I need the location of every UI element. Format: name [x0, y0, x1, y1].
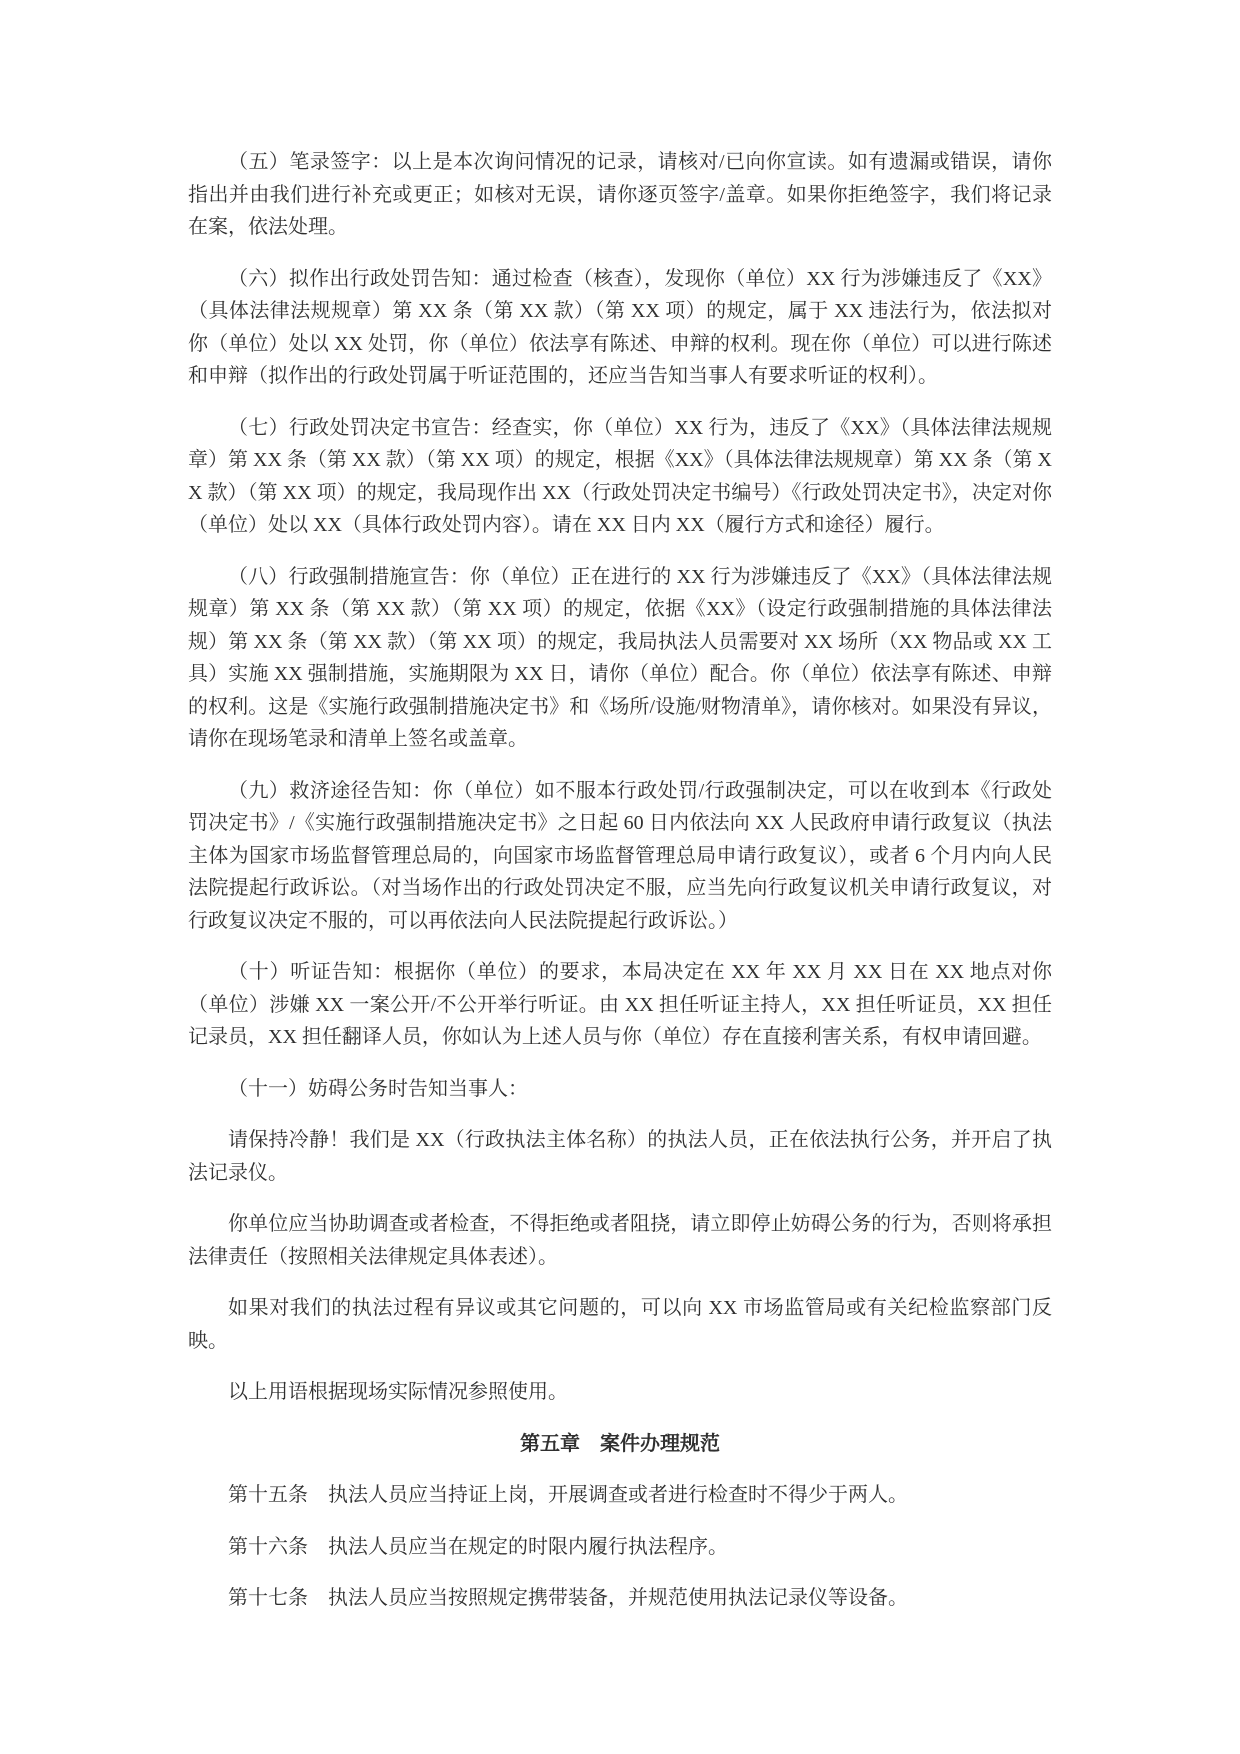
para-obstruction-calm-statement: 请保持冷静！我们是 XX（行政执法主体名称）的执法人员，正在依法执行公务，并开启了执法记录仪。	[188, 1129, 1052, 1184]
para-10-hearing-notice: （十）听证告知：根据你（单位）的要求，本局决定在 XX 年 XX 月 XX 日在 XX 地点对你（单位）涉嫌 XX 一案公开/不公开举行听证。由 XX 担任听证主持人，XX 担任听证员，XX 担任记录员，XX 担任翻译人员，你如认为上述人员与你（单位）存在直接利害关系，有权申请回避。	[188, 961, 1052, 1048]
para-complaint-channel-note: 如果对我们的执法过程有异议或其它问题的，可以向 XX 市场监管局或有关纪检监察部门反映。	[188, 1297, 1052, 1352]
para-article-15: 第十五条 执法人员应当持证上岗，开展调查或者进行检查时不得少于两人。	[228, 1484, 908, 1506]
chapter-5-heading: 第五章 案件办理规范	[520, 1432, 720, 1455]
para-obstruction-cooperation-warning: 你单位应当协助调查或者检查，不得拒绝或者阻挠，请立即停止妨碍公务的行为，否则将承担法律责任（按照相关法律规定具体表述）。	[188, 1213, 1052, 1268]
para-usage-note: 以上用语根据现场实际情况参照使用。	[228, 1381, 568, 1403]
para-8-compulsory-measures-announcement: （八）行政强制措施宣告：你（单位）正在进行的 XX 行为涉嫌违反了《XX》（具体法律法规规章）第 XX 条（第 XX 款）（第 XX 项）的规定，依据《XX》（设定行政强制措施的具体法律法规）第 XX 条（第 XX 款）（第 XX 项）的规定，我局执法人员需要对 XX 场所（XX 物品或 XX 工具）实施 XX 强制措施，实施期限为 XX 日，请你（单位）配合。你（单位）依法享有陈述、申辩的权利。这是《实施行政强制措施决定书》和《场所/设施/财物清单》，请你核对。如果没有异议，请你在现场笔录和清单上签名或盖章。	[188, 565, 1052, 750]
document-body	[188, 146, 1052, 1634]
para-6-proposed-penalty-notice: （六）拟作出行政处罚告知：通过检查（核查），发现你（单位）XX 行为涉嫌违反了《XX》（具体法律法规规章）第 XX 条（第 XX 款）（第 XX 项）的规定，属于 XX 违法行为，依法拟对你（单位）处以 XX 处罚，你（单位）依法享有陈述、申辩的权利。现在你（单位）可以进行陈述和申辩（拟作出的行政处罚属于听证范围的，还应当告知当事人有要求听证的权利）。	[188, 267, 1052, 387]
para-article-17: 第十七条 执法人员应当按照规定携带装备，并规范使用执法记录仪等设备。	[228, 1587, 908, 1609]
para-11-obstruction-notice-title: （十一）妨碍公务时告知当事人：	[228, 1077, 528, 1100]
para-article-16: 第十六条 执法人员应当在规定的时限内履行执法程序。	[228, 1535, 728, 1558]
para-5-transcript-signature: （五）笔录签字：以上是本次询问情况的记录，请核对/已向你宣读。如有遗漏或错误，请你指出并由我们进行补充或更正；如核对无误，请你逐页签字/盖章。如果你拒绝签字，我们将记录在案，依法处理。	[188, 151, 1052, 238]
para-7-penalty-decision-announcement: （七）行政处罚决定书宣告：经查实，你（单位）XX 行为，违反了《XX》（具体法律法规规章）第 XX 条（第 XX 款）（第 XX 项）的规定，根据《XX》（具体法律法规规章）第 XX 条（第 XX 款）（第 XX 项）的规定，我局现作出 XX（行政处罚决定书编号）《行政处罚决定书》，决定对你（单位）处以 XX（具体行政处罚内容）。请在 XX 日内 XX（履行方式和途径）履行。	[188, 416, 1052, 536]
para-9-remedies-notice: （九）救济途径告知：你（单位）如不服本行政处罚/行政强制决定，可以在收到本《行政处罚决定书》/《实施行政强制措施决定书》之日起 60 日内依法向 XX 人民政府申请行政复议（执法主体为国家市场监督管理总局的，向国家市场监督管理总局申请行政复议），或者 6 个月内向人民法院提起行政诉讼。（对当场作出的行政处罚决定不服，应当先向行政复议机关申请行政复议，对行政复议决定不服的，可以再依法向人民法院提起行政诉讼。）	[188, 779, 1052, 932]
